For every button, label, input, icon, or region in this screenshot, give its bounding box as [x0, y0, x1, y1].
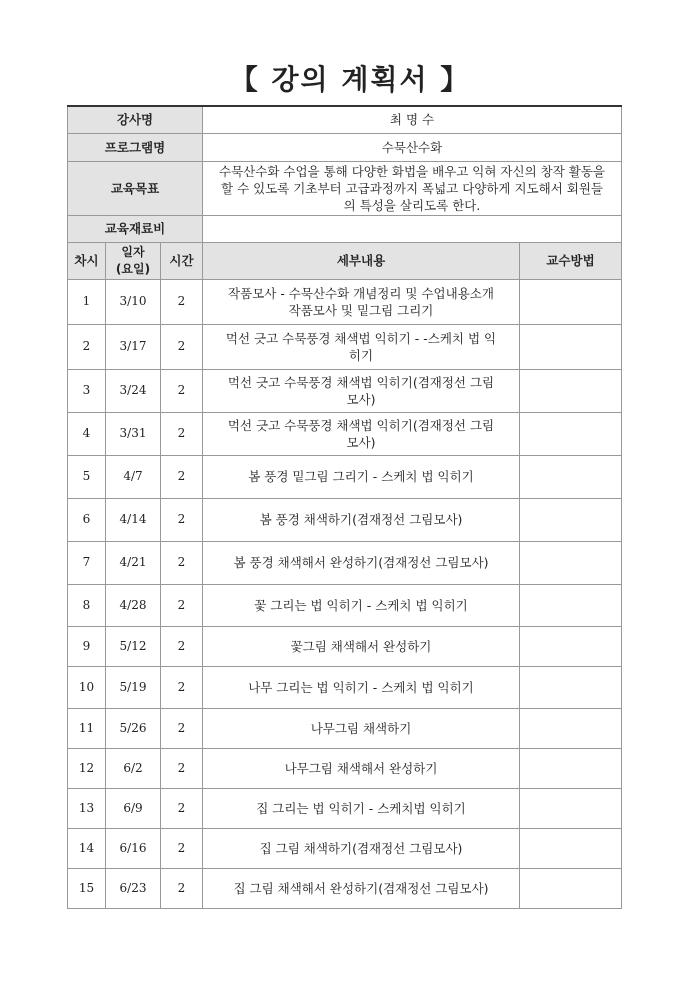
- session-method: [520, 868, 622, 908]
- session-content: 봄 풍경 채색하기(겸재정선 그림모사): [203, 498, 520, 541]
- material-row: [68, 215, 622, 242]
- session-number: 11: [68, 708, 106, 748]
- session-number: 15: [68, 868, 106, 908]
- session-method: [520, 788, 622, 828]
- session-content: 봄 풍경 밑그림 그리기 - 스케치 법 익히기: [203, 455, 520, 498]
- session-method: [520, 708, 622, 748]
- session-content: 봄 풍경 채색해서 완성하기(겸재정선 그림모사): [203, 541, 520, 584]
- session-date: 5/12: [106, 626, 161, 666]
- session-hours: 2: [161, 541, 203, 584]
- session-date: 3/17: [106, 324, 161, 369]
- session-hours: 2: [161, 828, 203, 868]
- column-header-row: [68, 242, 622, 279]
- schedule-row: [68, 666, 622, 708]
- schedule-row: [68, 498, 622, 541]
- schedule-row: [68, 324, 622, 369]
- session-hours: 2: [161, 748, 203, 788]
- session-method: [520, 498, 622, 541]
- session-content: 집 그림 채색하기(겸재정선 그림모사): [203, 828, 520, 868]
- session-date: 4/7: [106, 455, 161, 498]
- session-date: 4/28: [106, 584, 161, 626]
- session-date: 3/31: [106, 412, 161, 455]
- session-date: 6/2: [106, 748, 161, 788]
- session-content: 작품모사 - 수묵산수화 개념정리 및 수업내용소개 작품모사 및 밑그림 그리기: [203, 279, 520, 324]
- session-content: 나무그림 채색하기: [203, 708, 520, 748]
- session-number: 10: [68, 666, 106, 708]
- session-method: [520, 369, 622, 412]
- session-content: 먹선 긋고 수묵풍경 채색법 익히기(겸재정선 그림모사): [203, 369, 520, 412]
- session-content: 꽃 그리는 법 익히기 - 스케치 법 익히기: [203, 584, 520, 626]
- session-hours: 2: [161, 584, 203, 626]
- session-method: [520, 584, 622, 626]
- instructor-value: 최 명 수: [203, 106, 622, 133]
- session-hours: 2: [161, 279, 203, 324]
- session-method: [520, 666, 622, 708]
- material-value: [203, 215, 622, 242]
- session-hours: 2: [161, 666, 203, 708]
- session-method: [520, 828, 622, 868]
- session-date: 6/9: [106, 788, 161, 828]
- schedule-row: [68, 868, 622, 908]
- goal-row: [68, 161, 622, 215]
- session-date: 6/16: [106, 828, 161, 868]
- schedule-row: [68, 828, 622, 868]
- session-date: 6/23: [106, 868, 161, 908]
- schedule-row: [68, 708, 622, 748]
- schedule-row: [68, 748, 622, 788]
- session-date: 3/24: [106, 369, 161, 412]
- session-content: 먹선 긋고 수묵풍경 채색법 익히기 - -스케치 법 익히기: [203, 324, 520, 369]
- session-number: 1: [68, 279, 106, 324]
- session-number: 2: [68, 324, 106, 369]
- session-method: [520, 748, 622, 788]
- col-method-header: 교수방법: [520, 242, 622, 279]
- session-date: 5/19: [106, 666, 161, 708]
- session-number: 9: [68, 626, 106, 666]
- session-number: 4: [68, 412, 106, 455]
- session-number: 6: [68, 498, 106, 541]
- session-hours: 2: [161, 412, 203, 455]
- session-hours: 2: [161, 788, 203, 828]
- page-title: 【 강의 계획서 】: [229, 63, 471, 96]
- session-hours: 2: [161, 626, 203, 666]
- session-content: 나무그림 채색해서 완성하기: [203, 748, 520, 788]
- session-hours: 2: [161, 369, 203, 412]
- session-content: 집 그리는 법 익히기 - 스케치법 익히기: [203, 788, 520, 828]
- col-session-header: 차시: [68, 242, 106, 279]
- session-method: [520, 412, 622, 455]
- session-number: 12: [68, 748, 106, 788]
- session-number: 3: [68, 369, 106, 412]
- instructor-label: 강사명: [68, 106, 203, 133]
- session-date: 3/10: [106, 279, 161, 324]
- program-label: 프로그램명: [68, 133, 203, 161]
- schedule-row: [68, 788, 622, 828]
- session-date: 5/26: [106, 708, 161, 748]
- col-date-header-line1: 일자: [121, 244, 145, 259]
- session-number: 13: [68, 788, 106, 828]
- session-method: [520, 324, 622, 369]
- goal-value: 수묵산수화 수업을 통해 다양한 화법을 배우고 익혀 자신의 창작 활동을 할 수 있도록 기초부터 고급과정까지 폭넓고 다양하게 지도해서 회원들의 특성을 살리도록 한다.: [203, 161, 622, 215]
- session-number: 14: [68, 828, 106, 868]
- session-method: [520, 455, 622, 498]
- schedule-row: [68, 626, 622, 666]
- session-method: [520, 541, 622, 584]
- session-number: 5: [68, 455, 106, 498]
- session-hours: 2: [161, 868, 203, 908]
- schedule-row: [68, 541, 622, 584]
- session-date: 4/14: [106, 498, 161, 541]
- session-date: 4/21: [106, 541, 161, 584]
- material-label: 교육재료비: [68, 215, 203, 242]
- session-number: 7: [68, 541, 106, 584]
- session-hours: 2: [161, 498, 203, 541]
- schedule-row: [68, 455, 622, 498]
- session-content: 나무 그리는 법 익히기 - 스케치 법 익히기: [203, 666, 520, 708]
- col-hours-header: 시간: [161, 242, 203, 279]
- program-row: [68, 133, 622, 161]
- session-hours: 2: [161, 708, 203, 748]
- session-content: 꽃그림 채색해서 완성하기: [203, 626, 520, 666]
- session-hours: 2: [161, 455, 203, 498]
- schedule-row: [68, 584, 622, 626]
- session-method: [520, 626, 622, 666]
- session-hours: 2: [161, 324, 203, 369]
- session-method: [520, 279, 622, 324]
- col-date-header-line2: (요일): [115, 261, 151, 276]
- schedule-row: [68, 279, 622, 324]
- col-date-header: [106, 242, 161, 279]
- col-content-header: 세부내용: [203, 242, 520, 279]
- session-content: 먹선 긋고 수묵풍경 채색법 익히기(겸재정선 그림모사): [203, 412, 520, 455]
- goal-label: 교육목표: [68, 161, 203, 215]
- program-value: 수묵산수화: [203, 133, 622, 161]
- schedule-row: [68, 369, 622, 412]
- lecture-plan-table: [67, 105, 622, 909]
- schedule-row: [68, 412, 622, 455]
- instructor-row: [68, 106, 622, 133]
- session-number: 8: [68, 584, 106, 626]
- session-content: 집 그림 채색해서 완성하기(겸재정선 그림모사): [203, 868, 520, 908]
